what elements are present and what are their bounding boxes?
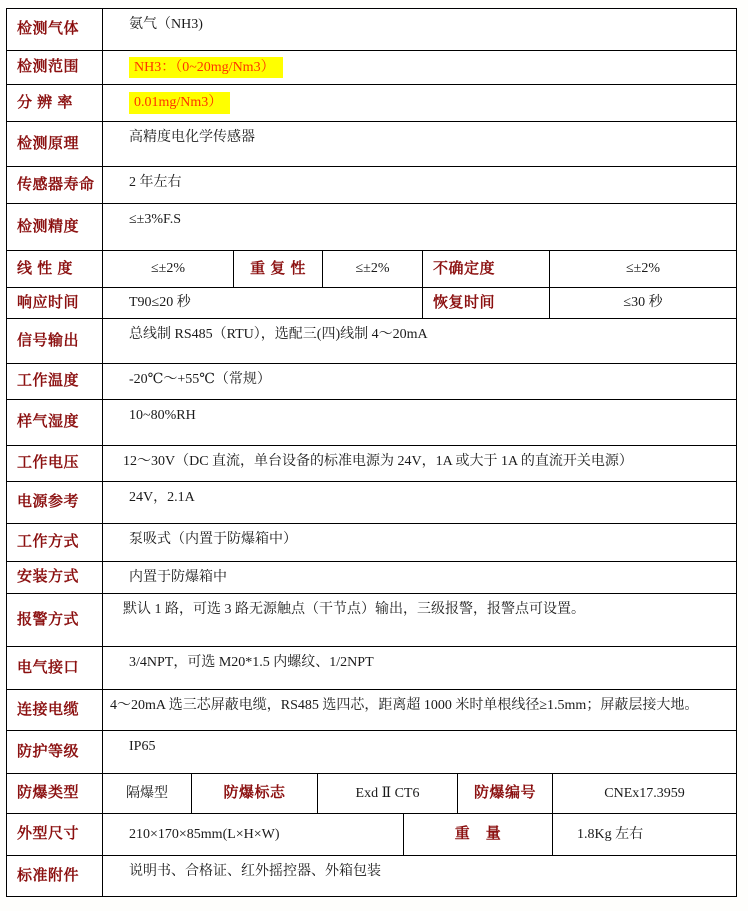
cell-value: 210×170×85mm(L×H×W): [103, 814, 404, 855]
cell-value: Exd Ⅱ CT6: [318, 774, 458, 813]
cell-value: 内置于防爆箱中: [129, 570, 227, 585]
row-label: 电源参考: [7, 482, 103, 523]
row-label: 安装方式: [7, 562, 103, 593]
row-label: 连接电缆: [7, 690, 103, 730]
cell-value: -20℃～+55℃（常规）: [129, 372, 271, 387]
row-label: 重 量: [404, 814, 553, 855]
cell-value: 3/4NPT，可选 M20*1.5 内螺纹、1/2NPT: [129, 655, 374, 670]
row-label: 检测原理: [7, 122, 103, 166]
row-label: 检测气体: [7, 9, 103, 50]
cell-value: 总线制 RS485（RTU），选配三(四)线制 4～20mA: [129, 327, 428, 342]
cell-value: 4～20mA 选三芯屏蔽电缆，RS485 选四芯，距离超 1000 米时单根线径≥1.5mm；屏蔽层接大地。: [110, 698, 699, 713]
table-row: [7, 400, 736, 446]
row-label: 防爆标志: [192, 774, 318, 813]
table-row: [7, 524, 736, 562]
cell-value: ≤±2%: [103, 251, 234, 287]
table-row: [7, 690, 736, 731]
spec-table: [6, 8, 737, 897]
row-label: 工作温度: [7, 364, 103, 399]
row-label: 防爆编号: [458, 774, 553, 813]
table-row: [7, 774, 736, 814]
row-label: 不确定度: [423, 251, 550, 287]
row-label: 响应时间: [7, 288, 103, 318]
cell-value: ≤±2%: [625, 261, 661, 277]
table-row: [7, 251, 736, 288]
table-row: [7, 204, 736, 251]
cell-value: [103, 51, 736, 84]
row-label: 防护等级: [7, 731, 103, 773]
table-row: [7, 288, 736, 319]
table-row: [7, 562, 736, 594]
cell-value: 说明书、合格证、红外摇控器、外箱包装: [129, 864, 381, 879]
table-row: [7, 9, 736, 51]
cell-value: 隔爆型: [103, 774, 192, 813]
table-row: [7, 814, 736, 856]
row-label: 重 复 性: [234, 251, 323, 287]
row-label: 标准附件: [7, 856, 103, 896]
row-label: 外型尺寸: [7, 814, 103, 855]
table-row: [7, 51, 736, 85]
cell-value: CNEx17.3959: [604, 785, 685, 801]
row-label: 检测精度: [7, 204, 103, 250]
table-row: [7, 167, 736, 204]
table-row: [7, 731, 736, 774]
highlight: 0.01mg/Nm3）: [129, 92, 230, 114]
table-row: [7, 594, 736, 647]
table-row: [7, 122, 736, 167]
row-label: 防爆类型: [7, 774, 103, 813]
table-row: [7, 856, 736, 896]
table-row: [7, 482, 736, 524]
cell-value: IP65: [129, 739, 156, 754]
row-label: 工作电压: [7, 446, 103, 481]
cell-value: ≤±3%F.S: [129, 212, 181, 227]
row-label: 工作方式: [7, 524, 103, 561]
row-label: 传感器寿命: [7, 167, 103, 203]
cell-value: [103, 85, 736, 121]
cell-value: 24V，2.1A: [129, 490, 195, 505]
row-label: 线 性 度: [7, 251, 103, 287]
row-label: 电气接口: [7, 647, 103, 689]
row-label: 检测范围: [7, 51, 103, 84]
cell-value: 2 年左右: [129, 175, 182, 190]
cell-value: T90≤20 秒: [103, 288, 423, 318]
cell-value: 默认 1 路，可选 3 路无源触点（干节点）输出，三级报警，报警点可设置。: [123, 602, 585, 617]
cell-value: ≤30 秒: [623, 295, 663, 311]
table-row: [7, 85, 736, 122]
table-row: [7, 319, 736, 364]
table-row: [7, 647, 736, 690]
table-row: [7, 364, 736, 400]
row-label: 恢复时间: [423, 288, 550, 318]
cell-value: 12～30V（DC 直流，单台设备的标准电源为 24V，1A 或大于 1A 的直流开关电源）: [123, 454, 633, 469]
cell-value: 10~80%RH: [129, 408, 196, 423]
cell-value: 氨气（NH3): [129, 17, 203, 32]
row-label: 分 辨 率: [7, 85, 103, 121]
highlight: NH3：（0~20mg/Nm3）: [129, 57, 283, 79]
row-label: 样气湿度: [7, 400, 103, 445]
cell-value: 高精度电化学传感器: [129, 130, 255, 145]
cell-value: ≤±2%: [323, 251, 423, 287]
table-row: [7, 446, 736, 482]
cell-value: 泵吸式（内置于防爆箱中）: [129, 532, 297, 547]
row-label: 信号输出: [7, 319, 103, 363]
row-label: 报警方式: [7, 594, 103, 646]
cell-value: 1.8Kg 左右: [577, 826, 644, 842]
